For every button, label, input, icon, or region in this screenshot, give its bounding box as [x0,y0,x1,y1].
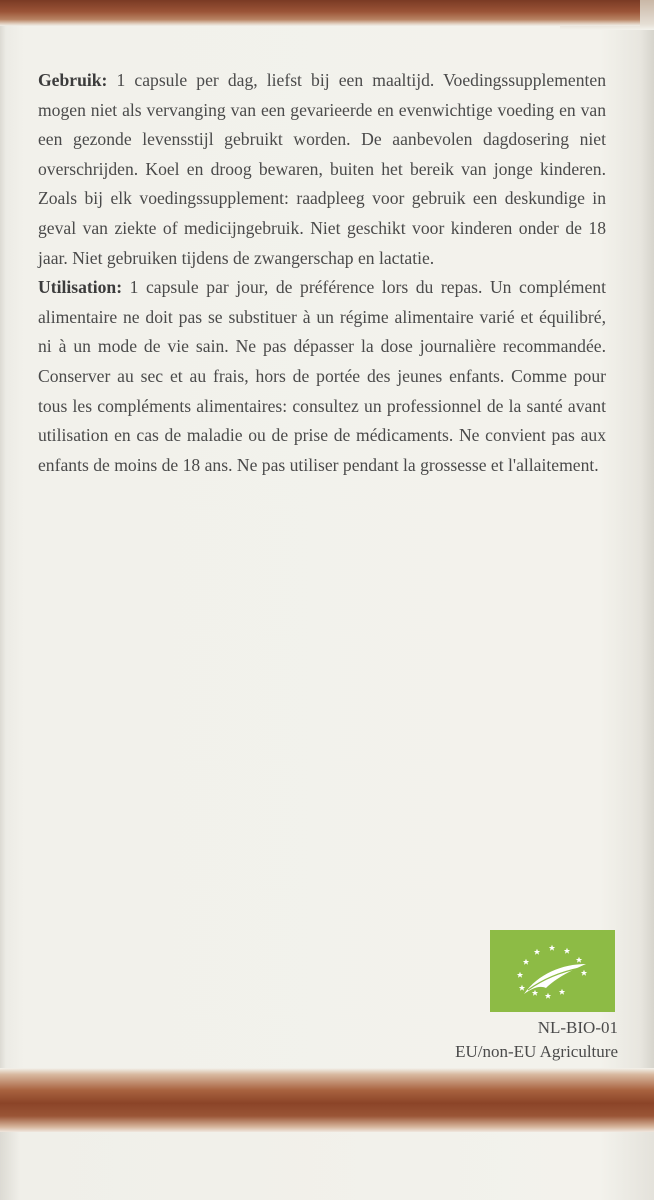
usage-dutch-text: 1 capsule per dag, liefst bij een maaltijd. Voedingssupplementen mogen niet als vervanging van een gevarieerde en evenwichtige voeding en van een gezonde levensstijl gebruikt worden. De aanbevolen dagdosering niet overschrijden. Koel en droog bewaren, buiten het bereik van jonge kinderen. Zoals bij elk voedingssupplement: raadpleeg voor gebruik een deskundige in geval van ziekte of medicijngebruik. Niet geschikt voor kinderen onder de 18 jaar. Niet gebruiken tijdens de zwangerschap en lactatie. [38,70,606,268]
usage-french-label: Utilisation: [38,277,123,298]
bottom-panel [0,1132,654,1200]
top-brown-band [0,0,640,26]
agriculture-origin: EU/non-EU Agriculture [455,1042,618,1061]
usage-dutch-label: Gebruik: [38,70,108,90]
usage-french [38,273,606,480]
organic-control-code: NL-BIO-01 [537,1018,618,1037]
usage-instructions [38,66,606,480]
bottom-brown-band [0,1068,654,1132]
usage-dutch [38,66,606,273]
usage-french-text: 1 capsule par jour, de préférence lors du repas. Un complément alimentaire ne doit pas se substituer à un régime alimentaire varié et équilibré, ni à un mode de vie sain. Ne pas dépasser la dose journalière recommandée. Conserver au sec et au frais, hors de portée des jeunes enfants. Comme pour tous les compléments alimentaires: consultez un professionnel de la santé avant utilisation en cas de maladie ou de prise de médicaments. Ne convient pas aux enfants de moins de 18 ans. Ne pas utiliser pendant la grossesse et l'allaitement. [38,277,606,475]
eu-organic-leaf-icon [490,930,615,1012]
